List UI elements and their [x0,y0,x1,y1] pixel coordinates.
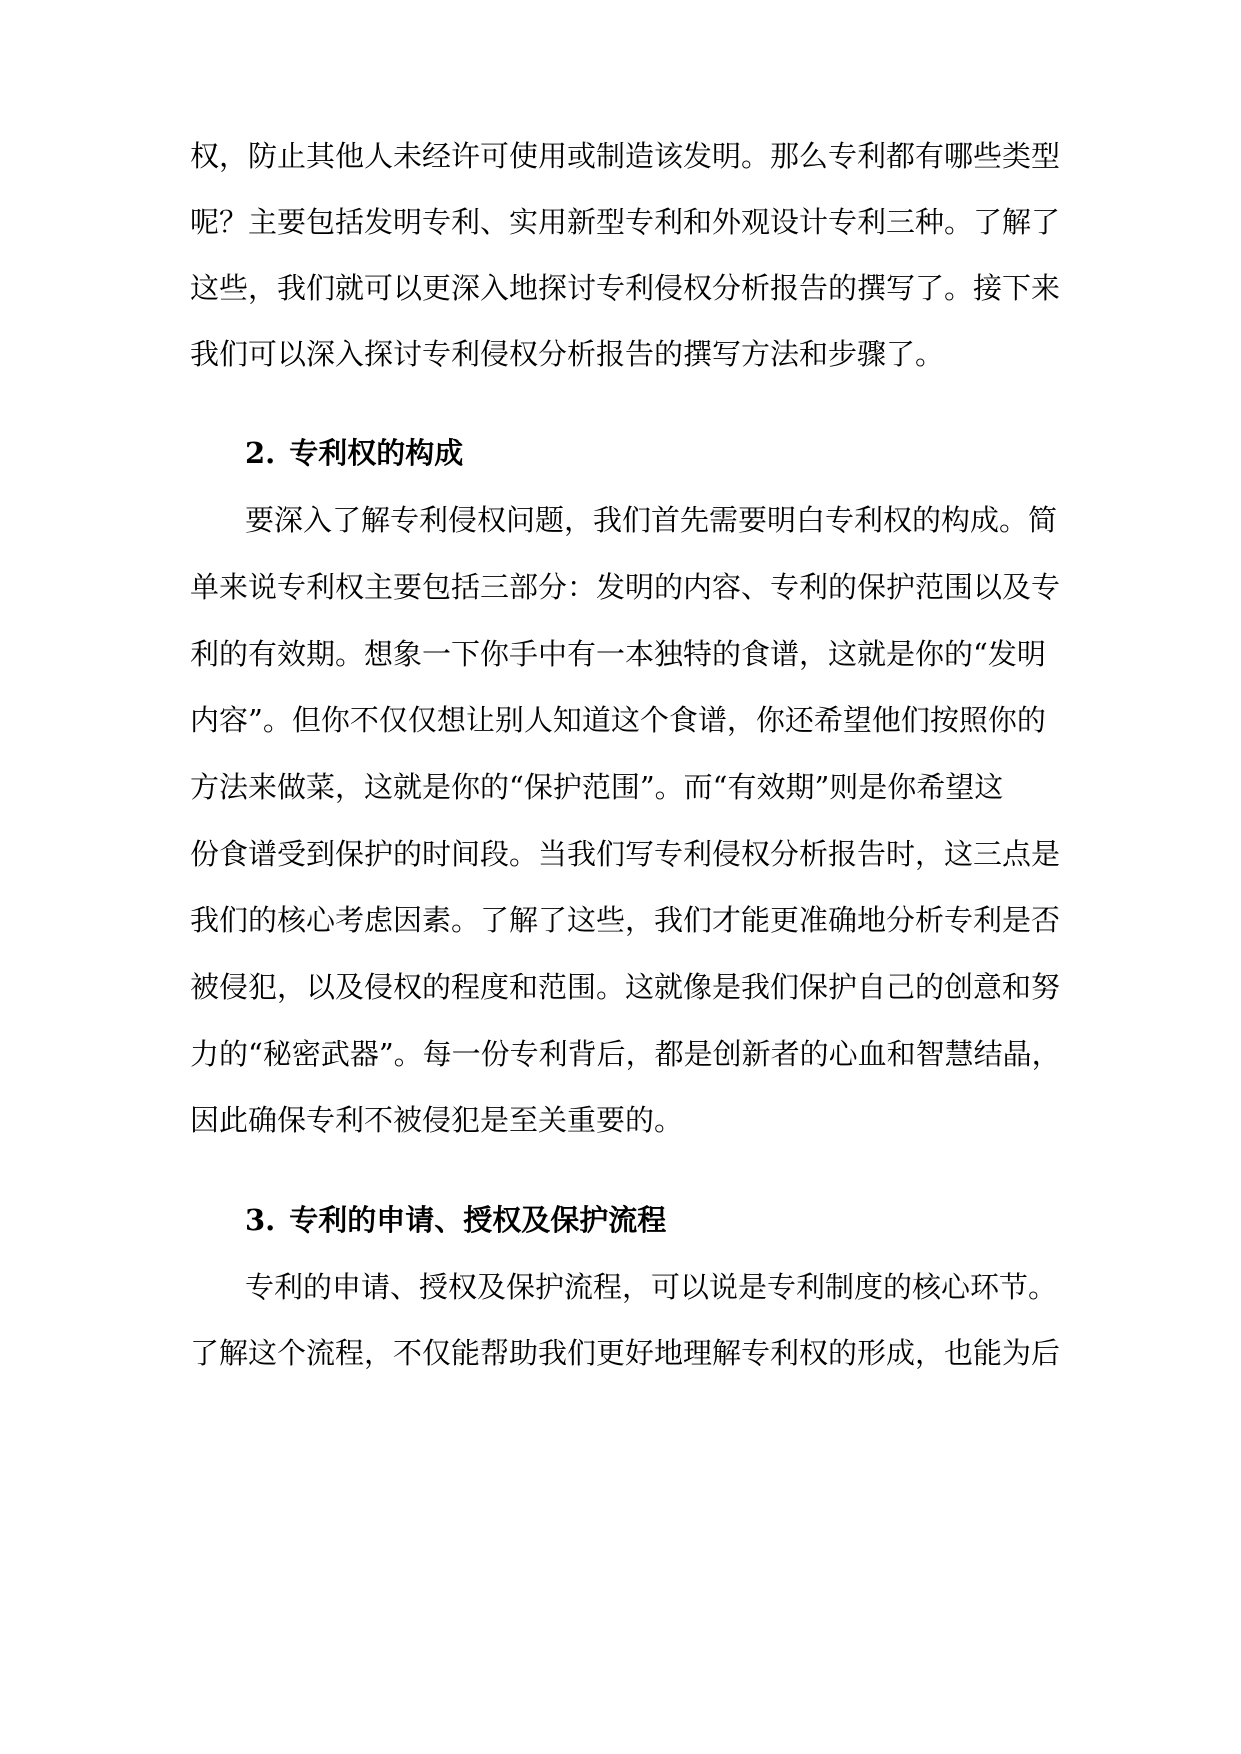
text-line: 要深入了解专利侵权问题，我们首先需要明白专利权的构成。简 [245,503,1058,537]
section-number: 2. [245,436,276,470]
text-line: 力的“秘密武器”。每一份专利背后，都是创新者的心血和智慧结晶， [190,1037,1061,1071]
text-line: 这些，我们就可以更深入地探讨专利侵权分析报告的撰写了。接下来 [190,271,1061,305]
text-line: 因此确保专利不被侵犯是至关重要的。 [190,1103,684,1137]
section-title: 专利权的构成 [289,436,464,470]
text-line: 我们的核心考虑因素。了解了这些，我们才能更准确地分析专利是否 [190,903,1061,937]
text-line: 份食谱受到保护的时间段。当我们写专利侵权分析报告时，这三点是 [190,837,1061,871]
text-line: 呢？主要包括发明专利、实用新型专利和外观设计专利三种。了解了 [190,205,1061,239]
text-line: 利的有效期。想象一下你手中有一本独特的食谱，这就是你的“发明 [190,637,1046,671]
text-line: 了解这个流程，不仅能帮助我们更好地理解专利权的形成，也能为后 [190,1336,1061,1370]
text-line: 方法来做菜，这就是你的“保护范围”。而“有效期”则是你希望这 [190,770,1004,804]
text-line: 权，防止其他人未经许可使用或制造该发明。那么专利都有哪些类型 [190,139,1061,173]
text-line: 单来说专利权主要包括三部分：发明的内容、专利的保护范围以及专 [190,570,1061,604]
text-line: 内容”。但你不仅仅想让别人知道这个食谱，你还希望他们按照你的 [190,703,1046,737]
section-title: 专利的申请、授权及保护流程 [289,1203,667,1237]
text-line: 专利的申请、授权及保护流程，可以说是专利制度的核心环节。 [245,1270,1058,1304]
text-line: 被侵犯，以及侵权的程度和范围。这就像是我们保护自己的创意和努 [190,970,1061,1004]
section-number: 3. [245,1203,276,1237]
section-heading-3 [245,1200,666,1240]
text-line: 我们可以深入探讨专利侵权分析报告的撰写方法和步骤了。 [190,337,945,371]
section-heading-2 [245,433,463,473]
